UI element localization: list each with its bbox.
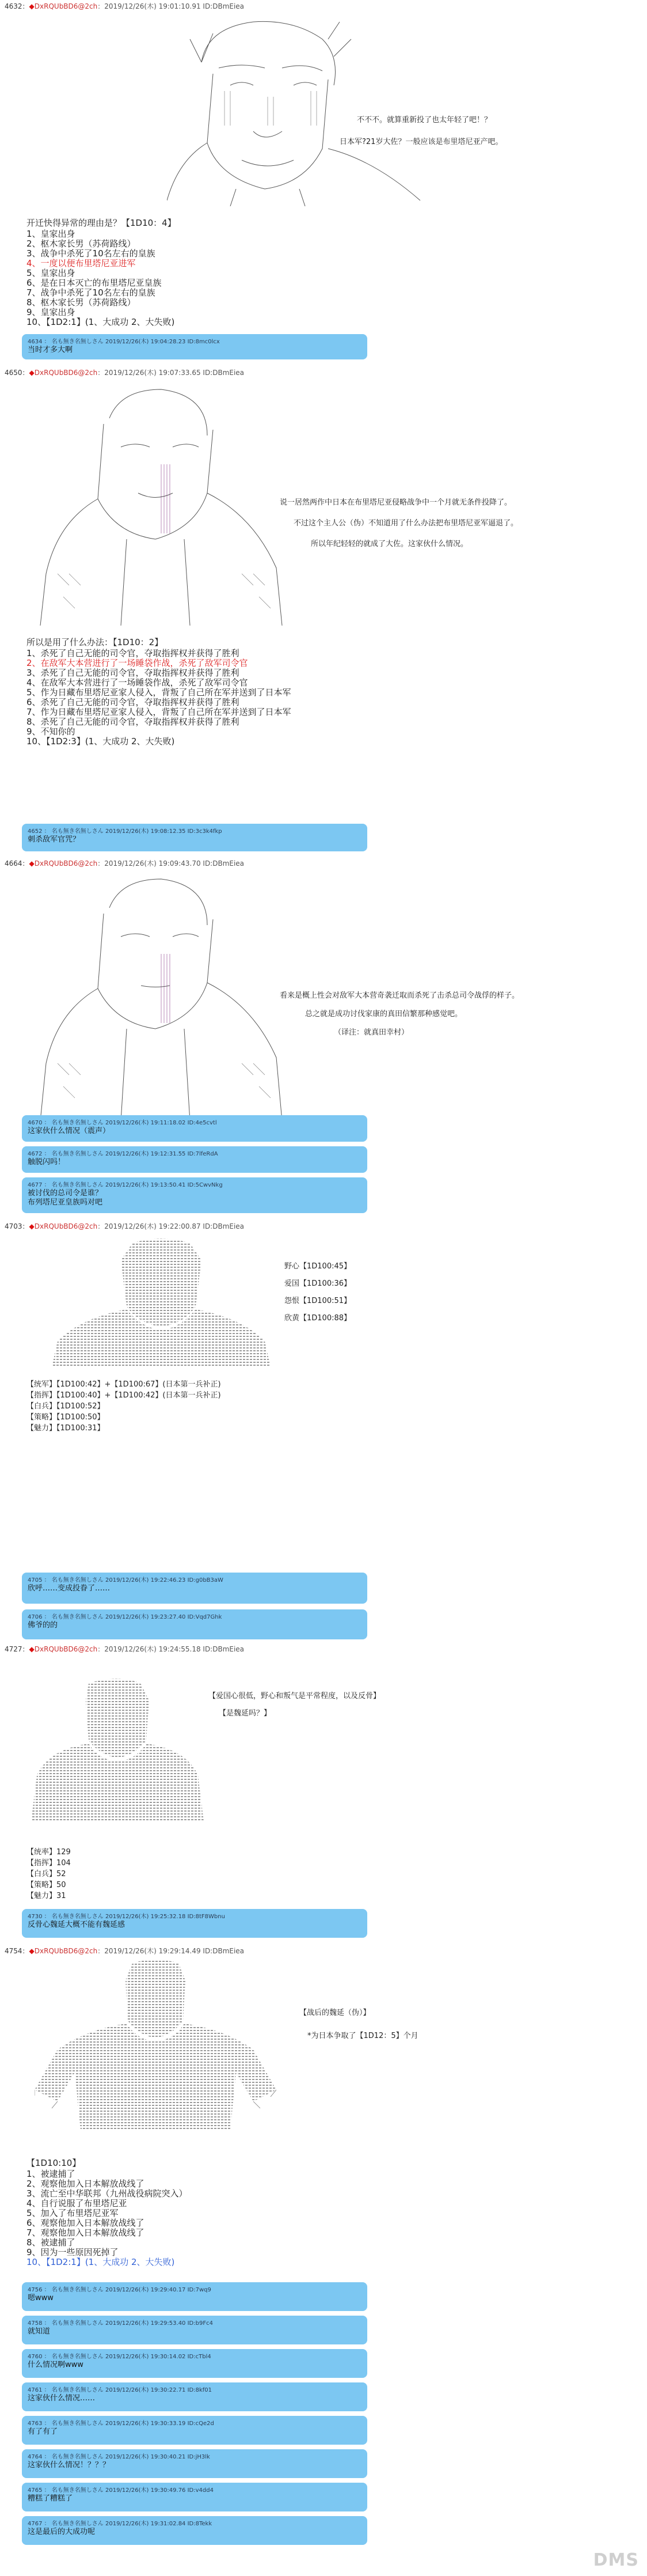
tripcode-star: ◆ <box>29 1222 35 1230</box>
post-number[interactable]: 4754： <box>5 1947 29 1955</box>
roll-option: 9、皇家出身 <box>26 307 75 317</box>
roll-option-list <box>26 229 174 327</box>
narration-line: 所以年纪轻轻的就成了大佐。这家伙什么情况。 <box>311 540 469 548</box>
roll-option: 1、杀死了自己无能的司令官，夺取指挥权并获得了胜利 <box>26 648 239 658</box>
reply-meta: 4730 ： 名も無き名無しさん 2019/12/26(木) 19:25:32.18 ID:8tF8Wbnu <box>28 1914 225 1920</box>
reply-meta: 4758 ： 名も無き名無しさん 2019/12/26(木) 19:29:53.40 ID:b9Fc4 <box>28 2320 213 2327</box>
reply-text: 当时才多大啊 <box>28 346 73 354</box>
post-number[interactable]: 4703： <box>5 1222 29 1230</box>
stat-row: 【魅力】【1D100:31】 <box>26 1424 105 1433</box>
narration-line: 【战后的魏延（伪）】 <box>299 2009 371 2017</box>
roll-option: 4、在敌军大本营进行了一场睡袋作战，杀死了敌军司令官 <box>26 677 248 688</box>
roll-option-list <box>26 2169 188 2267</box>
reply-meta: 4760 ： 名も無き名無しさん 2019/12/26(木) 19:30:14.02 ID:cTbl4 <box>28 2354 211 2360</box>
post-timestamp: ：2019/12/26(木) 19:24:55.18 ID:DBmEiea <box>97 1645 245 1653</box>
stat-line: 怨恨【1D100:51】 <box>284 1297 352 1305</box>
roll-option: 8、枢木家长男（苏荷路线） <box>26 297 136 308</box>
tripcode-star: ◆ <box>29 369 35 377</box>
post-header <box>5 858 244 868</box>
roll-option: 3、杀死了自己无能的司令官，夺取指挥权并获得了胜利 <box>26 668 239 678</box>
reply-meta: 4764 ： 名も無き名無しさん 2019/12/26(木) 19:30:40.21 ID:jH3lk <box>28 2454 210 2460</box>
stat-line: 欣黄【1D100:88】 <box>284 1314 352 1323</box>
reply-bubble[interactable] <box>22 2382 367 2411</box>
roll-title: 开迁快得异常的理由是？【1D10：4】 <box>26 218 176 228</box>
reply-bubble[interactable] <box>22 2416 367 2445</box>
post-timestamp: ：2019/12/26(木) 19:29:14.49 ID:DBmEiea <box>97 1947 245 1955</box>
ability-stats <box>26 1847 71 1901</box>
roll-option: 8、被逮捕了 <box>26 2237 75 2248</box>
ascii-art-silhouette <box>46 1237 276 1370</box>
roll-option: 7、作为日藏布里塔尼亚家人侵入，背叛了自己所在军并送到了日本军 <box>26 707 291 717</box>
roll-option: 4、自行说服了布里塔尼亚 <box>26 2198 127 2208</box>
post-number[interactable]: 4727： <box>5 1645 29 1653</box>
reply-text: 就知道 <box>28 2327 51 2336</box>
roll-option: 6、观察他加入日本解放战线了 <box>26 2218 144 2228</box>
reply-bubble[interactable] <box>22 2483 367 2511</box>
post-header <box>5 1 244 11</box>
roll-option: 6、是在日本灭亡的布里塔尼亚皇族 <box>26 278 162 288</box>
reply-meta: 4672 ： 名も無き名無しさん 2019/12/26(木) 19:12:31.55 ID:7lfeRdA <box>28 1151 218 1157</box>
reply-bubble[interactable] <box>22 1115 367 1142</box>
roll-option: 5、加入了布里塔尼亚军 <box>26 2208 119 2218</box>
roll-option: 3、流亡至中华联邦（九州战役病院突入） <box>26 2188 188 2199</box>
reply-meta: 4677 ： 名も無き名無しさん 2019/12/26(木) 19:13:50.41 ID:5CwvNkg <box>28 1182 223 1188</box>
post-timestamp: ：2019/12/26(木) 19:22:00.87 ID:DBmEiea <box>97 1222 245 1230</box>
roll-option: 3、战争中杀死了10名左右的皇族 <box>26 248 155 259</box>
post-number[interactable]: 4664： <box>5 859 29 867</box>
roll-option: 5、作为日藏布里塔尼亚家人侵入，背叛了自己所在军并送到了日本军 <box>26 687 291 698</box>
reply-text: 触脱闪吗！ <box>28 1158 66 1166</box>
narration-line: （译注：就真田幸村） <box>334 1028 409 1037</box>
reply-bubble[interactable] <box>22 824 367 851</box>
stat-line: 爱国【1D100:36】 <box>284 1279 352 1288</box>
roll-option: 7、战争中杀死了10名左右的皇族 <box>26 287 155 298</box>
roll-option: 5、皇家出身 <box>26 268 75 278</box>
reply-text: 什么情况啊www <box>28 2361 83 2369</box>
narration-line: 说一居然两作中日本在布里塔尼亚侵略战争中一个月就无条件投降了。 <box>280 498 512 507</box>
narration-line: 【爱国心很低，野心和叛气是平常程度，以及反骨】 <box>208 1692 381 1700</box>
reply-bubble[interactable] <box>22 1609 367 1639</box>
post-header <box>5 368 244 377</box>
ascii-art-silhouette <box>25 1677 210 1827</box>
reply-bubble[interactable] <box>22 1909 367 1938</box>
tripcode-star: ◆ <box>29 859 35 867</box>
reply-bubble[interactable] <box>22 1146 367 1173</box>
roll-option: 7、观察他加入日本解放战线了 <box>26 2228 144 2238</box>
roll-option: 10、【1D2:3】(1、大成功 2、大失败) <box>26 736 175 747</box>
narration-line: 【是魏延吗？】 <box>219 1709 272 1718</box>
stat-row: 【统军】【1D100:42】+【1D100:67】(日本第一兵补正) <box>26 1380 221 1389</box>
reply-bubble[interactable] <box>22 2449 367 2478</box>
reply-bubble[interactable] <box>22 1573 367 1604</box>
ascii-art-character <box>35 384 288 626</box>
reply-text: 这是最后的大成功呢 <box>28 2528 96 2536</box>
narration-line: *为日本争取了【1D12：5】个月 <box>307 2032 418 2040</box>
poster-trip[interactable]: DxRQUbBD6@2ch <box>34 1222 98 1230</box>
reply-bubble[interactable] <box>22 2316 367 2344</box>
ability-stats <box>26 1379 221 1434</box>
post-timestamp: ：2019/12/26(木) 19:07:33.65 ID:DBmEiea <box>97 369 245 377</box>
reply-text: 反骨心魏延大概不能有魏延感 <box>28 1920 125 1929</box>
roll-option: 9、因为一些原因死掉了 <box>26 2247 119 2257</box>
reply-meta: 4763 ： 名も無き名無しさん 2019/12/26(木) 19:30:33.19 ID:cQe2d <box>28 2420 214 2427</box>
stat-row: 【策略】50 <box>26 1881 66 1889</box>
stat-row: 【白兵】52 <box>26 1870 66 1878</box>
reply-text: 欣呼……变成投眷了…… <box>28 1584 111 1593</box>
reply-text: 这家伙什么情况（震声） <box>28 1127 111 1135</box>
reply-bubble[interactable] <box>22 334 367 359</box>
roll-option: 10、【1D2:1】(1、大成功 2、大失败) <box>26 317 175 327</box>
stat-row: 【策略】【1D100:50】 <box>26 1413 105 1422</box>
roll-option-selected: 4、一度以便布里塔尼亚进军 <box>26 258 136 268</box>
reply-meta: 4765 ： 名も無き名無しさん 2019/12/26(木) 19:30:49.76 ID:v4dd4 <box>28 2487 214 2494</box>
tripcode-star: ◆ <box>29 2 35 10</box>
roll-option: 1、被逮捕了 <box>26 2169 75 2179</box>
stat-row: 【魅力】31 <box>26 1892 66 1900</box>
roll-option-selected: 10、【1D2:1】(1、大成功 2、大失败) <box>26 2257 175 2267</box>
roll-option: 8、杀死了自己无能的司令官，夺取指挥权并获得了胜利 <box>26 717 239 727</box>
narration-line: 总之就是成功讨伐家康的真田信繁那种感觉吧。 <box>305 1010 463 1018</box>
reply-meta: 4761 ： 名も無き名無しさん 2019/12/26(木) 19:30:22.71 ID:8kf01 <box>28 2387 212 2393</box>
poster-trip[interactable]: DxRQUbBD6@2ch <box>34 1947 98 1955</box>
ascii-art-character <box>35 873 288 1121</box>
site-watermark: DMS <box>593 2550 639 2570</box>
roll-option: 2、枢木家长男（苏荷路线） <box>26 238 136 249</box>
reply-text: 这家伙什么情况！？？？ <box>28 2461 111 2469</box>
roll-title: 所以是用了什么办法：【1D10：2】 <box>26 637 163 647</box>
narration-line: 日本军?21岁大佐？一般应该是布里塔尼亚产吧。 <box>340 138 503 146</box>
post-timestamp: ：2019/12/26(木) 19:09:43.70 ID:DBmEiea <box>97 859 245 867</box>
ascii-art-silhouette <box>35 1957 276 2136</box>
stat-row: 【指挥】104 <box>26 1859 71 1867</box>
stat-row: 【指挥】【1D100:40】+【1D100:42】(日本第一兵补正) <box>26 1391 221 1400</box>
reply-text: 嗯www <box>28 2294 54 2302</box>
reply-meta: 4705 ： 名も無き名無しさん 2019/12/26(木) 19:22:46.23 ID:g0bB3aW <box>28 1577 223 1584</box>
roll-title: 【1D10:10】 <box>26 2158 81 2168</box>
reply-text: 有了有了 <box>28 2427 58 2436</box>
reply-bubble[interactable] <box>22 2282 367 2311</box>
reply-bubble[interactable] <box>22 1177 367 1213</box>
tripcode-star: ◆ <box>29 1645 35 1653</box>
reply-text: 糟糕了糟糕了 <box>28 2494 73 2503</box>
post-number[interactable]: 4650： <box>5 369 29 377</box>
reply-text: 这家伙什么情况…… <box>28 2394 96 2403</box>
stat-row: 【统率】129 <box>26 1848 71 1857</box>
stat-row: 【白兵】【1D100:52】 <box>26 1402 105 1411</box>
narration-line: 不不不。就算重新投了也太年轻了吧！？ <box>357 116 492 124</box>
roll-option: 9、不知你的 <box>26 726 75 737</box>
reply-text: 佛爷的的 <box>28 1621 58 1630</box>
poster-trip[interactable]: DxRQUbBD6@2ch <box>34 1645 98 1653</box>
poster-trip[interactable]: DxRQUbBD6@2ch <box>34 369 98 377</box>
stat-line: 野心【1D100:45】 <box>284 1262 352 1271</box>
roll-option-selected: 2、在敌军大本营进行了一场睡袋作战，杀死了敌军司令官 <box>26 658 248 668</box>
post-header <box>5 1644 244 1654</box>
narration-line: 不过这个主人公（伪）不知道用了什么办法把布里塔尼亚军逼退了。 <box>294 519 519 528</box>
reply-meta: 4652 ： 名も無き名無しさん 2019/12/26(木) 19:08:12.35 ID:3c3k4fkp <box>28 828 222 835</box>
ascii-art-character <box>167 16 432 206</box>
roll-option: 2、观察他加入日本解放战线了 <box>26 2179 144 2189</box>
reply-meta: 4634 ： 名も無き名無しさん 2019/12/26(木) 19:04:28.23 ID:8mc0lcx <box>28 339 220 345</box>
tripcode-star: ◆ <box>29 1947 35 1955</box>
reply-text: 刺杀敌军官咒？ <box>28 835 81 844</box>
post-number[interactable]: 4632： <box>5 2 29 10</box>
post-header <box>5 1221 244 1231</box>
post-timestamp: ：2019/12/26(木) 19:01:10.91 ID:DBmEiea <box>97 2 245 10</box>
narration-line: 看来是概上性会对敌军大本营奇袭迁取而杀死了击杀总司令战俘的样子。 <box>280 991 520 1000</box>
poster-trip[interactable]: DxRQUbBD6@2ch <box>34 859 98 867</box>
reply-text: 被讨伐的总司令是谁？ 布列塔尼亚皇族吗对吧 <box>28 1189 103 1207</box>
roll-option-list <box>26 649 291 747</box>
reply-meta: 4756 ： 名も無き名無しさん 2019/12/26(木) 19:29:40.17 ID:7wq9 <box>28 2287 211 2293</box>
reply-meta: 4670 ： 名も無き名無しさん 2019/12/26(木) 19:11:18.02 ID:4e5cvtl <box>28 1120 217 1126</box>
post-header <box>5 1946 244 1956</box>
roll-option: 1、皇家出身 <box>26 229 75 239</box>
reply-bubble[interactable] <box>22 2516 367 2545</box>
reply-meta: 4706 ： 名も無き名無しさん 2019/12/26(木) 19:23:27.40 ID:Vqd7Ghk <box>28 1614 222 1620</box>
poster-trip[interactable]: DxRQUbBD6@2ch <box>34 2 98 10</box>
roll-option: 6、杀死了自己无能的司令官，夺取指挥权并获得了胜利 <box>26 697 239 707</box>
reply-meta: 4767 ： 名も無き名無しさん 2019/12/26(木) 19:31:02.84 ID:8Tekk <box>28 2521 212 2527</box>
reply-bubble[interactable] <box>22 2349 367 2378</box>
